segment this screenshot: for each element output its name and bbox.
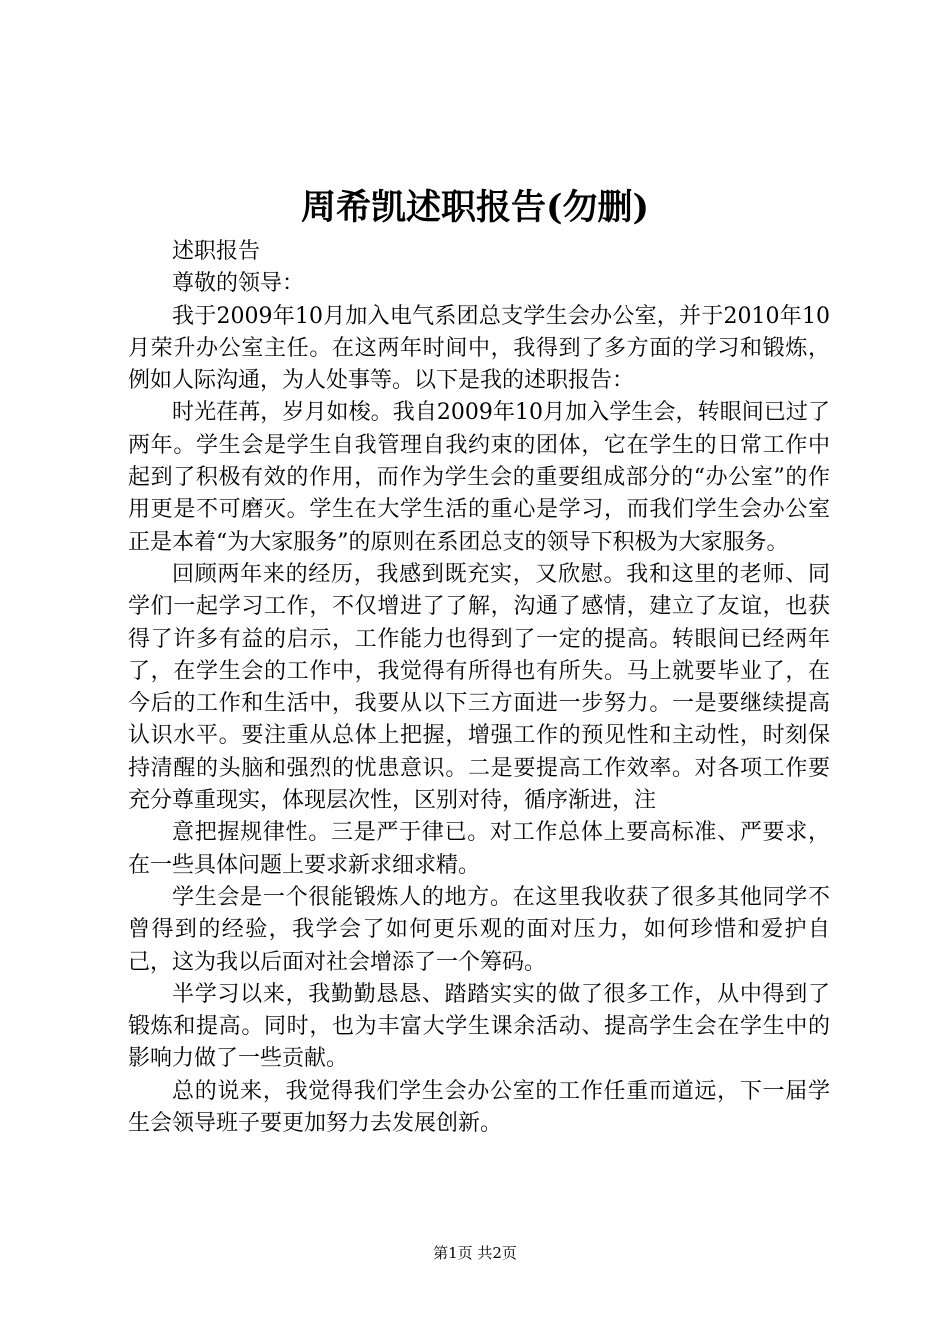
paragraph: 意把握规律性。三是严于律已。对工作总体上要高标准、严要求，在一些具体问题上要求新求细求精。	[128, 820, 830, 878]
paragraph: 总的说来，我觉得我们学生会办公室的工作任重而道远，下一届学生会领导班子要更加努力去发展创新。	[128, 1078, 830, 1137]
paragraph-heading: 述职报告	[172, 239, 261, 264]
page-footer: 第1页 共2页	[433, 1244, 517, 1262]
paragraph: 半学习以来，我勤勤恳恳、踏踏实实的做了很多工作，从中得到了锻炼和提高。同时，也为丰富大学生课余活动、提高学生会在学生中的影响力做了一些贡献。	[128, 981, 830, 1072]
paragraph: 回顾两年来的经历，我感到既充实，又欣慰。我和这里的老师、同学们一起学习工作，不仅增进了了解，沟通了感情，建立了友谊，也获得了许多有益的启示，工作能力也得到了一定的提高。转眼间已经两年了，在学生会的工作中，我觉得有所得也有所失。马上就要毕业了，在今后的工作和生活中，我要从以下三方面进一步努力。一是要继续提高认识水平。要注重从总体上把握，增强工作的预见性和主动性，时刻保持清醒的头脑和强烈的忧患意识。二是要提高工作效率。对各项工作要充分尊重现实，体现层次性，区别对待，循序渐进，注	[128, 561, 830, 814]
paragraph: 学生会是一个很能锻炼人的地方。在这里我收获了很多其他同学不曾得到的经验，我学会了如何更乐观的面对压力，如何珍惜和爱护自己，这为我以后面对社会增添了一个筹码。	[128, 884, 830, 975]
paragraph: 时光荏苒，岁月如梭。我自2009年10月加入学生会，转眼间已过了两年。学生会是学生自我管理自我约束的团体，它在学生的日常工作中起到了积极有效的作用，而作为学生会的重要组成部分的“办公室”的作用更是不可磨灭。学生在大学生活的重心是学习，而我们学生会办公室正是本着“为大家服务”的原则在系团总支的领导下积极为大家服务。	[128, 400, 830, 555]
paragraph-salutation: 尊敬的领导：	[172, 271, 305, 297]
document-body	[128, 236, 830, 1140]
document-title: 周希凯述职报告(勿删)	[300, 187, 650, 228]
paragraph: 我于2009年10月加入电气系团总支学生会办公室，并于2010年10月荣升办公室主任。在这两年时间中，我得到了多方面的学习和锻炼，例如人际沟通，为人处事等。以下是我的述职报告：	[128, 303, 830, 394]
